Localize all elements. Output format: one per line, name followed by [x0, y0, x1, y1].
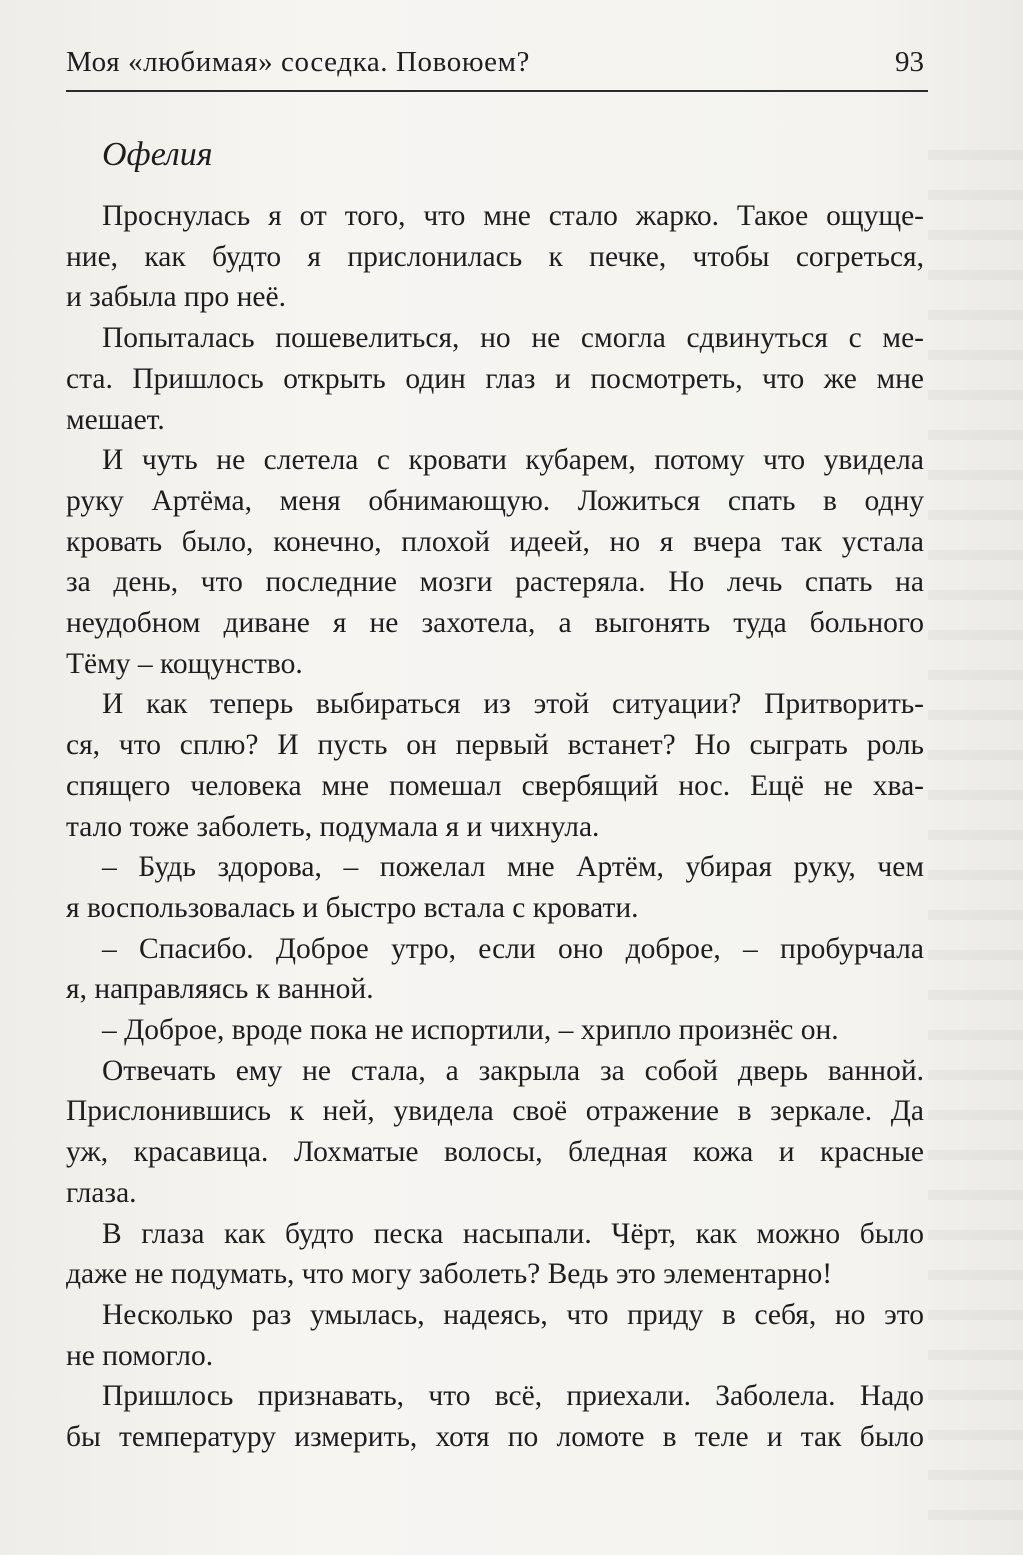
text-line: даже не подумать, что могу заболеть? Ведь это элементарно! [66, 1258, 833, 1291]
text-line: ся, что сплю? И пусть он первый встанет? Но сыграть роль [66, 729, 924, 762]
paragraph [66, 1051, 924, 1214]
text-line: я воспользовалась и быстро встала с кровати. [66, 891, 639, 924]
text-line: – Спасибо. Доброе утро, если оно доброе, – пробурчала [102, 932, 924, 965]
page-number: 93 [895, 46, 924, 78]
text-line: Отвечать ему не стала, а закрыла за собой дверь ванной. [102, 1054, 924, 1087]
text-line: и забыла про неё. [66, 281, 286, 314]
text-line: кровать было, конечно, плохой идеей, но я вчера так устала [66, 525, 924, 558]
text-line: не помогло. [66, 1339, 214, 1372]
text-line: неудобном диване я не захотела, а выгонять туда больного [66, 607, 924, 640]
text-line: – Доброе, вроде пока не испортили, – хрипло произнёс он. [102, 1014, 839, 1047]
running-head [66, 46, 928, 92]
paragraph [66, 1214, 924, 1295]
text-line: глаза. [66, 1176, 137, 1209]
paragraph [66, 1376, 924, 1457]
text-line: уж, красавица. Лохматые волосы, бледная кожа и красные [66, 1136, 924, 1169]
paragraph [66, 196, 924, 318]
text-line: ние, как будто я прислонилась к печке, чтобы согреться, [66, 240, 924, 273]
text-line: спящего человека мне помешал свербящий нос. Ещё не хва- [66, 769, 924, 802]
text-line: мешает. [66, 403, 165, 436]
text-line: Пришлось признавать, что всё, приехали. Заболела. Надо [102, 1380, 924, 1413]
text-line: Прислонившись к ней, увидела своё отражение в зеркале. Да [66, 1095, 924, 1128]
paragraph [66, 684, 924, 847]
paragraph [66, 929, 924, 1010]
text-line: Проснулась я от того, что мне стало жарко. Такое ощуще- [102, 200, 924, 232]
text-line: за день, что последние мозги растеряла. Но лечь спать на [66, 566, 924, 599]
running-title: Моя «любимая» соседка. Повоюем? [66, 46, 531, 78]
text-line: И как теперь выбираться из этой ситуации? Притворить- [102, 688, 924, 721]
paragraph [66, 440, 924, 684]
paragraph [66, 1295, 924, 1376]
paragraph [66, 847, 924, 928]
text-line: Тёму – кощунство. [66, 647, 303, 680]
show-through-shadow [928, 120, 1023, 1540]
text-line: я, направляясь к ванной. [66, 973, 374, 1006]
text-line: – Будь здорова, – пожелал мне Артём, убирая руку, чем [102, 851, 924, 884]
paragraph [66, 318, 924, 440]
body-text [66, 196, 924, 1458]
text-line: ста. Пришлось открыть один глаз и посмотреть, что же мне [66, 362, 924, 395]
chapter-heading: Офелия [102, 136, 213, 173]
text-line: Несколько раз умылась, надеясь, что приду в себя, но это [102, 1298, 924, 1331]
text-line: тало тоже заболеть, подумала я и чихнула. [66, 810, 600, 843]
text-line: руку Артёма, меня обнимающую. Ложиться спать в одну [66, 484, 924, 517]
text-line: Попыталась пошевелиться, но не смогла сдвинуться с ме- [102, 322, 924, 355]
text-line: И чуть не слетела с кровати кубарем, потому что увидела [102, 444, 924, 477]
paragraph [66, 1010, 924, 1051]
text-line: В глаза как будто песка насыпали. Чёрт, как можно было [102, 1217, 924, 1250]
text-line: бы температуру измерить, хотя по ломоте в теле и так было [66, 1421, 924, 1454]
